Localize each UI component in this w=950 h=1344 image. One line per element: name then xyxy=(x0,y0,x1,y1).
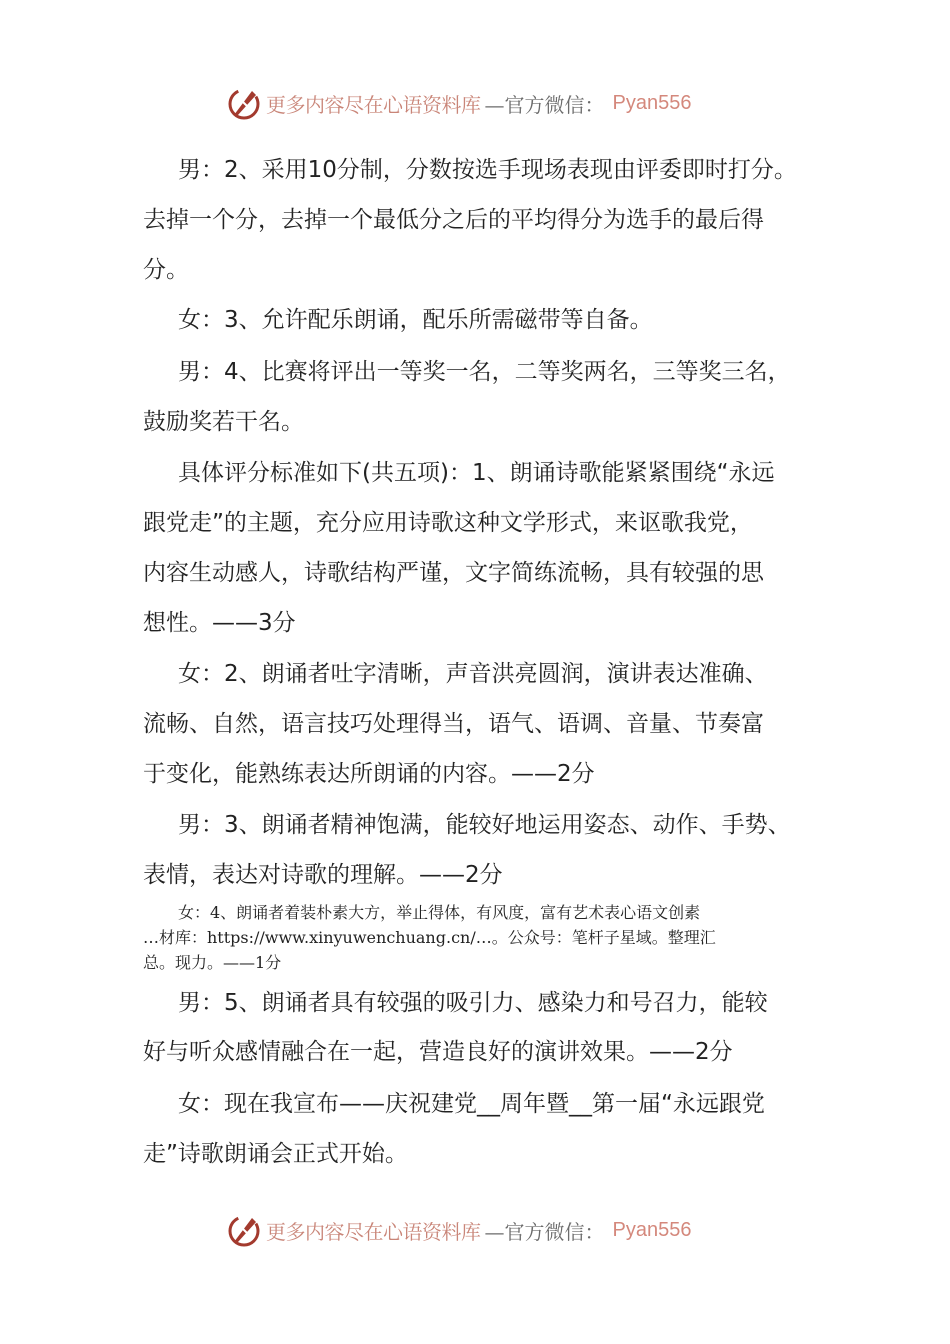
paragraph-line: 走”诗歌朗诵会正式开始。 xyxy=(143,1141,408,1167)
paragraph-line: 男：2、采用10分制，分数按选手现场表现由评委即时打分。 xyxy=(178,157,797,183)
paragraph-line: …材库：https://www.xinyuwenchuang.cn/…。公众号：笔杆子星域。整理汇 xyxy=(143,928,716,947)
banner-wechat-id: Pyan556 xyxy=(612,1218,692,1241)
paragraph-line: 于变化，能熟练表达所朗诵的内容。——2分 xyxy=(143,761,595,787)
banner-site-text: 更多内容尽在心语资料库 xyxy=(266,1219,481,1244)
paragraph-line: 想性。——3分 xyxy=(143,610,296,636)
paragraph-line: 去掉一个分，去掉一个最低分之后的平均得分为选手的最后得 xyxy=(143,207,764,233)
paragraph-line: 鼓励奖若干名。 xyxy=(143,409,304,435)
paragraph-line: 好与听众感情融合在一起，营造良好的演讲效果。——2分 xyxy=(143,1039,733,1065)
paragraph-line: 内容生动感人，诗歌结构严谨，文字简练流畅，具有较强的思 xyxy=(143,560,764,586)
paragraph-line: 男：5、朗诵者具有较强的吸引力、感染力和号召力，能较 xyxy=(178,990,768,1016)
paragraph-line: 女：现在我宣布——庆祝建党__周年暨__第一届“永远跟党 xyxy=(178,1091,765,1117)
paragraph-line: 男：4、比赛将评出一等奖一名，二等奖两名，三等奖三名， xyxy=(178,359,791,385)
banner-wechat-id: Pyan556 xyxy=(612,91,692,114)
paragraph-line: 总。现力。——1分 xyxy=(143,953,282,972)
paragraph-line: 男：3、朗诵者精神饱满，能较好地运用姿态、动作、手势、 xyxy=(178,812,791,838)
banner-site-text: 更多内容尽在心语资料库 xyxy=(266,92,481,117)
quill-logo-icon xyxy=(226,85,262,121)
paragraph-line: 跟党走”的主题，充分应用诗歌这种文学形式，来讴歌我党， xyxy=(143,510,753,536)
header-banner xyxy=(226,83,691,123)
footer-banner xyxy=(226,1210,691,1250)
banner-wechat-label: —官方微信： xyxy=(484,92,605,117)
paragraph-line: 女：3、允许配乐朗诵，配乐所需磁带等自备。 xyxy=(178,307,653,333)
paragraph-line: 流畅、自然，语言技巧处理得当，语气、语调、音量、节奏富 xyxy=(143,711,764,737)
paragraph-line: 女：2、朗诵者吐字清晰，声音洪亮圆润，演讲表达准确、 xyxy=(178,661,768,687)
banner-wechat-label: —官方微信： xyxy=(484,1219,605,1244)
paragraph-line: 具体评分标准如下(共五项)：1、朗诵诗歌能紧紧围绕“永远 xyxy=(178,460,775,486)
paragraph-line: 女：4、朗诵者着装朴素大方，举止得体，有风度，富有艺术表心语文创素 xyxy=(178,903,701,922)
quill-logo-icon xyxy=(226,1212,262,1248)
paragraph-line: 分。 xyxy=(143,257,189,283)
paragraph-line: 表情，表达对诗歌的理解。——2分 xyxy=(143,862,503,888)
